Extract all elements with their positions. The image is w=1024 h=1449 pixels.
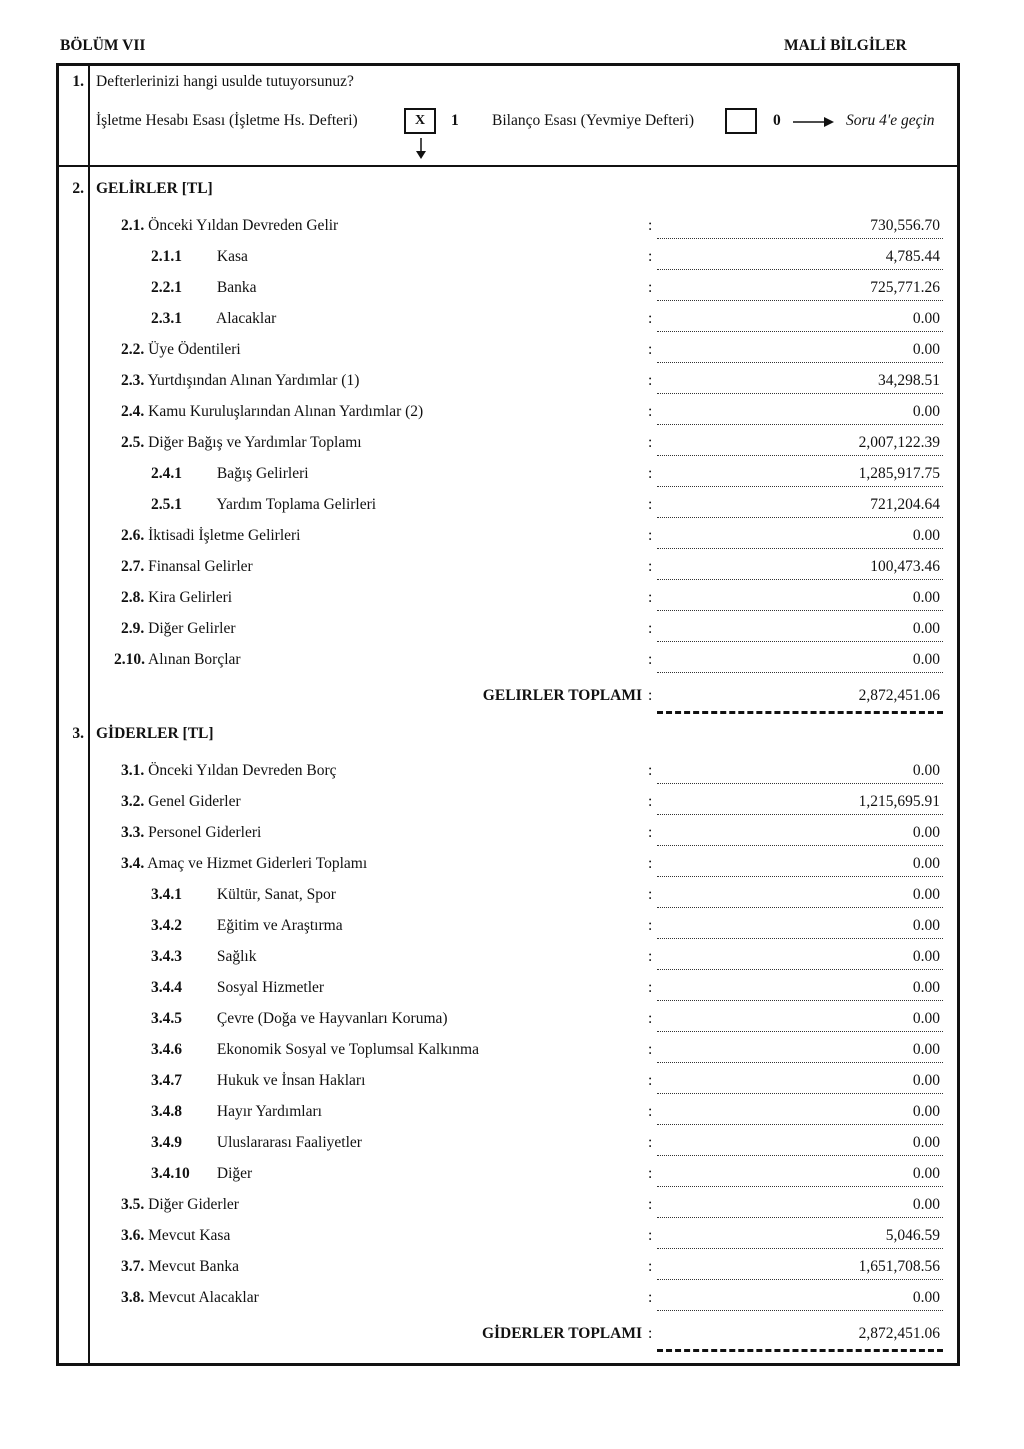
section-title: MALİ BİLGİLER [784,37,907,54]
row-value: 0.00 [912,310,940,327]
question1-divider [56,165,957,167]
row-value: 1,215,695.91 [858,793,940,810]
row-value: 0.00 [912,403,940,420]
colon: : [648,886,653,903]
row-value: 0.00 [912,1103,940,1120]
row-code: 3.3. [121,824,145,841]
row-code: 2.9. [121,620,145,637]
option1-checkbox[interactable]: X [404,108,436,134]
row-code: 2.4.1 [151,465,182,482]
arrow-right-icon [793,115,835,129]
row-value: 0.00 [912,948,940,965]
row-value: 1,651,708.56 [858,1258,940,1275]
row-code: 3.2. [121,793,145,810]
colon: : [648,762,653,779]
row-label [121,341,241,359]
table-row [96,1041,946,1065]
expenses-section-number: 3. [72,725,84,742]
row-code: 3.8. [121,1289,145,1306]
colon: : [648,248,653,265]
colon: : [648,620,653,637]
dotted-line [657,486,943,487]
row-code: 3.4. [121,855,145,872]
row-code: 2.10. [114,651,145,668]
section-label: BÖLÜM VII [60,37,146,54]
row-value: 1,285,917.75 [858,465,940,482]
colon: : [648,341,653,358]
row-text: Hukuk ve İnsan Hakları [216,1072,366,1089]
dotted-line [657,672,943,673]
row-code: 2.8. [121,589,145,606]
row-code: 2.3. [121,372,145,389]
table-row [96,372,946,396]
row-code: 3.6. [121,1227,145,1244]
row-code: 3.4.8 [151,1103,182,1120]
row-label [121,217,338,235]
row-value: 721,204.64 [870,496,940,513]
row-text: Üye Ödentileri [148,341,241,358]
colon: : [648,558,653,575]
row-code: 2.1. [121,217,145,234]
expenses-total-row [96,1325,946,1353]
row-code: 3.4.10 [151,1165,190,1182]
table-row [96,434,946,458]
dotted-line [657,548,943,549]
table-row [96,1258,946,1282]
row-text: Sağlık [216,948,257,965]
dotted-line [657,969,943,970]
dotted-line [657,1031,943,1032]
table-row [96,496,946,520]
dotted-line [657,300,943,301]
dotted-line [657,269,943,270]
colon: : [648,310,653,327]
dotted-line [657,517,943,518]
colon: : [648,855,653,872]
row-code: 3.4.3 [151,948,182,965]
row-code: 2.5.1 [151,496,182,513]
table-row [96,1227,946,1251]
colon: : [648,1134,653,1151]
colon: : [648,1196,653,1213]
table-row [96,279,946,303]
dotted-line [657,1310,943,1311]
row-text: Yurtdışından Alınan Yardımlar (1) [147,372,360,389]
option2-checkbox[interactable] [725,108,757,134]
colon: : [648,1289,653,1306]
dotted-line [657,1000,943,1001]
table-row [96,248,946,272]
row-code: 3.4.6 [151,1041,182,1058]
row-value: 0.00 [912,589,940,606]
colon: : [648,1258,653,1275]
table-row [96,948,946,972]
dotted-line [657,1217,943,1218]
row-code: 3.5. [121,1196,145,1213]
row-text: Bağış Gelirleri [216,465,309,482]
row-value: 730,556.70 [870,217,940,234]
table-row [96,762,946,786]
row-value: 0.00 [912,1041,940,1058]
row-text: Yardım Toplama Gelirleri [216,496,377,513]
row-code: 2.2. [121,341,145,358]
row-text: Kültür, Sanat, Spor [216,886,336,903]
row-text: Amaç ve Hizmet Giderleri Toplamı [147,855,368,872]
skip-instruction: Soru 4'e geçin [846,112,935,129]
table-row [96,1165,946,1189]
row-code: 3.4.1 [151,886,182,903]
row-label [121,824,261,842]
option2-code: 0 [773,112,781,129]
row-value: 0.00 [912,1072,940,1089]
row-label [121,589,232,607]
row-value: 0.00 [912,1165,940,1182]
row-label [151,248,248,266]
table-row [96,527,946,551]
colon: : [648,403,653,420]
table-row [96,620,946,644]
row-code: 2.7. [121,558,145,575]
row-text: Uluslararası Faaliyetler [216,1134,362,1151]
row-text: Ekonomik Sosyal ve Toplumsal Kalkınma [216,1041,479,1058]
row-text: Diğer Bağış ve Yardımlar Toplamı [148,434,362,451]
expenses-total-value: 2,872,451.06 [858,1325,940,1342]
dotted-line [657,238,943,239]
total-dashed-line [657,711,943,714]
row-value: 0.00 [912,762,940,779]
option1-label: İşletme Hesabı Esası (İşletme Hs. Defteri) [96,112,358,129]
table-row [96,1072,946,1096]
colon: : [648,1165,653,1182]
colon: : [648,496,653,513]
table-row [96,793,946,817]
colon: : [648,279,653,296]
dotted-line [657,424,943,425]
row-code: 2.6. [121,527,145,544]
colon: : [648,527,653,544]
row-label [121,403,423,421]
colon: : [648,793,653,810]
colon: : [648,687,653,704]
table-row [96,1196,946,1220]
row-label [151,1041,479,1059]
row-value: 4,785.44 [885,248,940,265]
table-row [96,589,946,613]
row-value: 0.00 [912,824,940,841]
row-value: 725,771.26 [870,279,940,296]
row-value: 2,007,122.39 [858,434,940,451]
row-code: 3.4.4 [151,979,182,996]
dotted-line [657,1279,943,1280]
expenses-section-title: GİDERLER [TL] [96,725,214,742]
row-label [121,620,236,638]
table-row [96,651,946,675]
option2-label: Bilanço Esası (Yevmiye Defteri) [492,112,695,129]
row-code: 2.2.1 [151,279,182,296]
row-label [151,1103,322,1121]
row-value: 0.00 [912,917,940,934]
row-value: 0.00 [912,855,940,872]
table-row [96,465,946,489]
row-label [151,948,257,966]
row-label [151,1134,362,1152]
row-text: Diğer [216,1165,253,1182]
table-row [96,1134,946,1158]
row-label [151,496,376,514]
row-text: Kasa [216,248,248,265]
colon: : [648,1325,653,1342]
row-label [151,979,324,997]
option1-code: 1 [451,112,459,129]
row-text: Diğer Giderler [148,1196,239,1213]
row-code: 2.3.1 [151,310,182,327]
table-row [96,979,946,1003]
number-column-divider [88,63,90,1363]
row-value: 0.00 [912,341,940,358]
question1-text: Defterlerinizi hangi usulde tutuyorsunuz? [96,73,354,90]
row-text: Kira Gelirleri [148,589,233,606]
income-total-label: GELIRLER TOPLAMI [482,687,642,704]
income-total-row [96,687,946,715]
row-value: 34,298.51 [878,372,940,389]
row-label [151,1072,365,1090]
row-text: Genel Giderler [148,793,241,810]
table-row [96,824,946,848]
row-code: 3.4.5 [151,1010,182,1027]
row-text: Diğer Gelirler [148,620,236,637]
row-label [114,651,241,669]
colon: : [648,1227,653,1244]
row-code: 3.1. [121,762,145,779]
row-value: 0.00 [912,1196,940,1213]
row-text: Personel Giderleri [148,824,262,841]
row-value: 0.00 [912,620,940,637]
colon: : [648,824,653,841]
row-code: 3.4.9 [151,1134,182,1151]
row-text: Eğitim ve Araştırma [216,917,343,934]
row-text: İktisadi İşletme Gelirleri [148,527,301,544]
row-label [151,279,256,297]
dotted-line [657,1124,943,1125]
dotted-line [657,814,943,815]
dotted-line [657,610,943,611]
table-row [96,917,946,941]
row-code: 2.4. [121,403,145,420]
dotted-line [657,907,943,908]
colon: : [648,979,653,996]
row-value: 0.00 [912,979,940,996]
total-dashed-line [657,1349,943,1352]
row-text: Sosyal Hizmetler [216,979,325,996]
table-row [96,403,946,427]
dotted-line [657,455,943,456]
dotted-line [657,362,943,363]
row-label [151,917,343,935]
colon: : [648,434,653,451]
dotted-line [657,1155,943,1156]
row-label [121,372,359,390]
row-text: Alınan Borçlar [148,651,241,668]
dotted-line [657,783,943,784]
row-label [151,886,336,904]
colon: : [648,372,653,389]
income-section-title: GELİRLER [TL] [96,180,213,197]
row-label [121,1227,230,1245]
income-total-value: 2,872,451.06 [858,687,940,704]
row-text: Mevcut Banka [148,1258,239,1275]
colon: : [648,948,653,965]
dotted-line [657,393,943,394]
row-label [151,1165,252,1183]
dotted-line [657,876,943,877]
dotted-line [657,331,943,332]
row-code: 3.4.2 [151,917,182,934]
colon: : [648,465,653,482]
row-text: Mevcut Alacaklar [148,1289,259,1306]
dotted-line [657,1062,943,1063]
dotted-line [657,641,943,642]
table-row [96,855,946,879]
row-text: Finansal Gelirler [148,558,253,575]
table-row [96,558,946,582]
row-code: 3.7. [121,1258,145,1275]
row-text: Önceki Yıldan Devreden Gelir [148,217,339,234]
row-text: Önceki Yıldan Devreden Borç [148,762,337,779]
row-text: Mevcut Kasa [148,1227,231,1244]
row-label [121,1289,259,1307]
row-label [121,558,253,576]
row-label [121,793,241,811]
row-code: 3.4.7 [151,1072,182,1089]
dotted-line [657,579,943,580]
colon: : [648,1103,653,1120]
row-label [121,855,367,873]
row-label [121,434,362,452]
colon: : [648,1072,653,1089]
row-code: 2.5. [121,434,145,451]
row-value: 0.00 [912,886,940,903]
row-code: 2.1.1 [151,248,182,265]
colon: : [648,1041,653,1058]
row-label [151,310,276,328]
dotted-line [657,1186,943,1187]
row-label [121,1196,239,1214]
row-value: 100,473.46 [870,558,940,575]
dotted-line [657,845,943,846]
table-row [96,1103,946,1127]
row-value: 0.00 [912,1289,940,1306]
table-row [96,886,946,910]
row-label [121,1258,239,1276]
table-row [96,310,946,334]
question1-number: 1. [72,73,84,90]
expenses-total-label: GİDERLER TOPLAMI [481,1325,642,1342]
row-value: 0.00 [912,1010,940,1027]
row-text: Alacaklar [216,310,277,327]
row-value: 0.00 [912,651,940,668]
colon: : [648,589,653,606]
dotted-line [657,1093,943,1094]
row-text: Banka [216,279,257,296]
row-text: Çevre (Doğa ve Hayvanları Koruma) [216,1010,448,1027]
table-row [96,341,946,365]
arrow-down-icon [414,138,428,160]
dotted-line [657,1248,943,1249]
row-text: Kamu Kuruluşlarından Alınan Yardımlar (2) [148,403,424,420]
colon: : [648,1010,653,1027]
row-label [121,762,337,780]
row-value: 5,046.59 [885,1227,940,1244]
table-row [96,1289,946,1313]
table-row [96,217,946,241]
row-label [121,527,301,545]
table-row [96,1010,946,1034]
colon: : [648,651,653,668]
row-label [151,1010,448,1028]
row-value: 0.00 [912,527,940,544]
colon: : [648,917,653,934]
colon: : [648,217,653,234]
income-section-number: 2. [72,180,84,197]
row-text: Hayır Yardımları [216,1103,322,1120]
row-label [151,465,309,483]
row-value: 0.00 [912,1134,940,1151]
dotted-line [657,938,943,939]
